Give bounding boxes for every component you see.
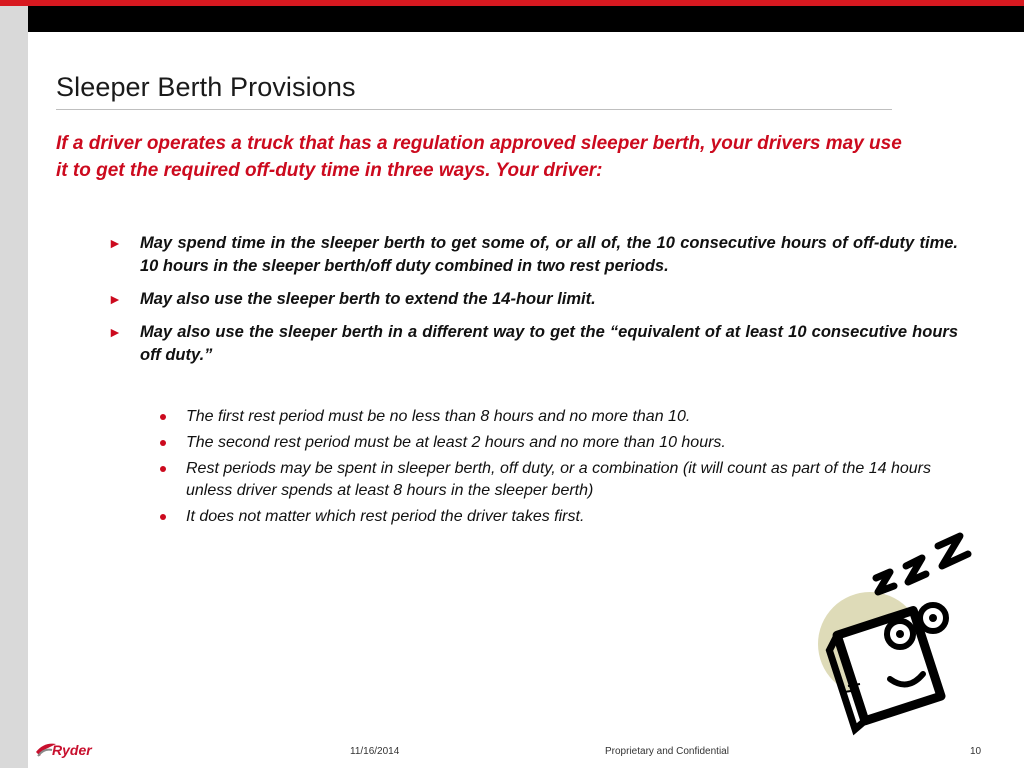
dot-bullet-icon bbox=[160, 414, 166, 420]
bullet-text: May also use the sleeper berth in a different way to get the “equivalent of at least 10 consecutive hours off duty.” bbox=[140, 323, 958, 364]
intro-paragraph: If a driver operates a truck that has a regulation approved sleeper berth, your drivers may use it to get the required off-duty time in three ways. Your driver: bbox=[56, 133, 902, 181]
arrow-bullet-icon: ► bbox=[108, 235, 122, 251]
bullet-text: May also use the sleeper berth to extend the 14-hour limit. bbox=[140, 290, 596, 308]
slide-title: Sleeper Berth Provisions bbox=[56, 72, 356, 102]
bullet-text: May spend time in the sleeper berth to get some of, or all of, the 10 consecutive hours of off-duty time. 10 hours in the sleeper berth/off duty combined in two rest periods. bbox=[140, 234, 958, 275]
sleeping-face-icon bbox=[808, 514, 988, 736]
footer-date: 11/16/2014 bbox=[350, 746, 400, 757]
sub-bullet-item bbox=[160, 432, 950, 454]
dot-bullet-icon bbox=[160, 514, 166, 520]
dot-bullet-icon bbox=[160, 466, 166, 472]
sub-bullet-text: Rest periods may be spent in sleeper berth, off duty, or a combination (it will count as part of the 14 hours unless driver spends at least 8 hours in the sleeper berth) bbox=[186, 460, 931, 499]
bullet-item bbox=[108, 232, 958, 278]
sub-bullet-text: It does not matter which rest period the driver takes first. bbox=[186, 508, 585, 525]
title-divider bbox=[56, 109, 892, 110]
footer-confidential: Proprietary and Confidential bbox=[605, 746, 729, 757]
main-bullet-list bbox=[108, 232, 958, 377]
bullet-item bbox=[108, 321, 958, 367]
arrow-bullet-icon: ► bbox=[108, 324, 122, 340]
sub-bullet-text: The second rest period must be at least 2 hours and no more than 10 hours. bbox=[186, 434, 726, 451]
ryder-logo bbox=[34, 738, 114, 764]
bullet-item bbox=[108, 288, 958, 311]
sub-bullet-item bbox=[160, 406, 950, 428]
dot-bullet-icon bbox=[160, 440, 166, 446]
arrow-bullet-icon: ► bbox=[108, 291, 122, 307]
sub-bullet-text: The first rest period must be no less than 8 hours and no more than 10. bbox=[186, 408, 691, 425]
svg-text:Ryder: Ryder bbox=[52, 742, 92, 758]
footer-page-number: 10 bbox=[970, 746, 982, 757]
sub-bullet-item bbox=[160, 458, 950, 502]
left-sidebar-strip bbox=[0, 0, 28, 768]
top-header-bar bbox=[28, 6, 1024, 32]
